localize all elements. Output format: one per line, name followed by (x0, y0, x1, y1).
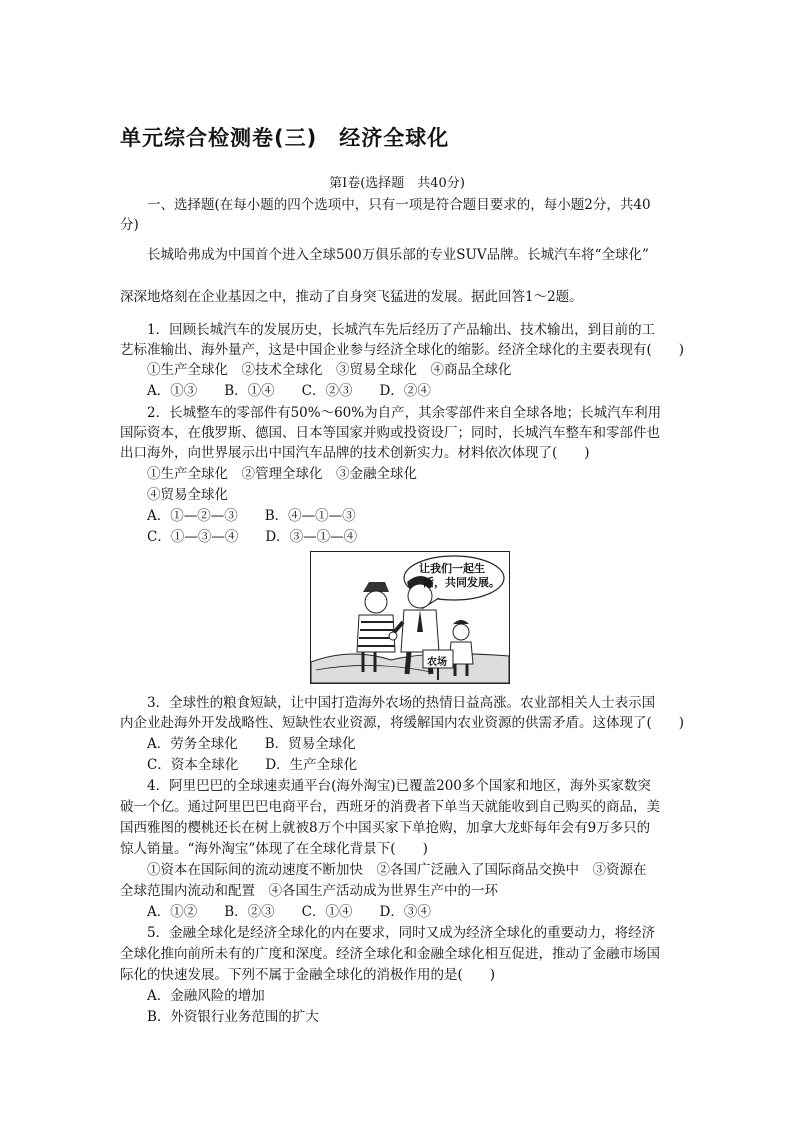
speech-bubble-text: 让我们一起生 (419, 562, 485, 575)
passage-line: 深深地烙刻在企业基因之中，推动了自身突飞猛进的发展。据此回答1～2题。 (120, 289, 583, 305)
q2-stem: 2．长城整车的零部件有50%～60%为自产，其余零部件来自全球各地；长城汽车利用 (147, 405, 662, 421)
q2-options: C．①—③—④ D．③—①—④ (147, 529, 358, 545)
q5-stem: 5．金融全球化是经济全球化的内在要求，同时又成为经济全球化的重要动力，将经济 (147, 925, 656, 941)
q5-option-b: B．外资银行业务范围的扩大 (147, 1009, 319, 1025)
q5-stem: 际化的快速发展。下列不属于金融全球化的消极作用的是( ) (120, 967, 496, 983)
q4-stem: 破一个亿。通过阿里巴巴电商平台，西班牙的消费者下单当天就能收到自己购买的商品，美 (120, 799, 660, 815)
instructions-line: 分) (120, 217, 139, 233)
q3-options: A．劳务全球化 B．贸易全球化 (147, 736, 356, 752)
q4-options: A．①② B．②③ C．①④ D．③④ (147, 904, 431, 920)
passage-line: 长城哈弗成为中国首个进入全球500万俱乐部的专业SUV品牌。长城汽车将“全球化” (147, 247, 649, 263)
q1-options: A．①③ B．①④ C．②③ D．②④ (147, 383, 431, 399)
q4-stem: 国西雅图的樱桃还长在树上就被8万个中国买家下单抢购，加拿大龙虾每年会有9万多只的 (120, 820, 651, 836)
q4-choices: ①资本在国际间的流动速度不断加快 ②各国广泛融入了国际商品交换中 ③资源在 (147, 862, 647, 878)
q1-choices: ①生产全球化 ②技术全球化 ③贸易全球化 ④商品全球化 (147, 362, 512, 378)
q3-stem: 3．全球性的粮食短缺，让中国打造海外农场的热情日益高涨。农业部相关人士表示国 (147, 695, 656, 711)
q2-stem: 出口海外，向世界展示出中国汽车品牌的技术创新实力。材料依次体现了( ) (120, 445, 590, 461)
cartoon-illustration (310, 551, 510, 684)
q4-choices: 全球范围内流动和配置 ④各国生产活动成为世界生产中的一环 (120, 883, 498, 899)
q5-stem: 全球化推向前所未有的广度和深度。经济全球化和金融全球化相互促进，推动了金融市场国 (120, 946, 660, 962)
q2-stem: 国际资本，在俄罗斯、德国、日本等国家并购或投资设厂；同时，长城汽车整车和零部件也 (120, 425, 660, 441)
q4-stem: 4．阿里巴巴的全球速卖通平台(海外淘宝)已覆盖200多个国家和地区，海外买家数突 (147, 778, 651, 794)
q5-option-a: A．金融风险的增加 (147, 988, 265, 1004)
speech-bubble-text: 活，共同发展。 (423, 576, 500, 589)
q1-stem: 1．回顾长城汽车的发展历史，长城汽车先后经历了产品输出、技术输出，到目前的工 (147, 322, 656, 338)
q2-choices: ①生产全球化 ②管理全球化 ③金融全球化 (147, 466, 417, 482)
section-header: 第Ⅰ卷(选择题 共40分) (329, 176, 465, 191)
q1-stem: 艺标准输出、海外量产，这是中国企业参与经济全球化的缩影。经济全球化的主要表现有( ) (120, 342, 685, 358)
page-title: 单元综合检测卷(三) 经济全球化 (120, 126, 450, 150)
q2-options: A．①—②—③ B．④—①—③ (147, 508, 356, 524)
instructions-line: 一、选择题(在每小题的四个选项中，只有一项是符合题目要求的，每小题2分，共40 (147, 197, 651, 213)
farm-sign-label: 农场 (427, 657, 447, 668)
q3-stem: 内企业赴海外开发战略性、短缺性农业资源，将缓解国内农业资源的供需矛盾。这体现了( ) (120, 715, 685, 731)
q4-stem: 惊人销量。“海外淘宝”体现了在全球化背景下( ) (120, 841, 428, 857)
q3-options: C．资本全球化 D．生产全球化 (147, 757, 358, 773)
q2-choices: ④贸易全球化 (147, 487, 228, 503)
